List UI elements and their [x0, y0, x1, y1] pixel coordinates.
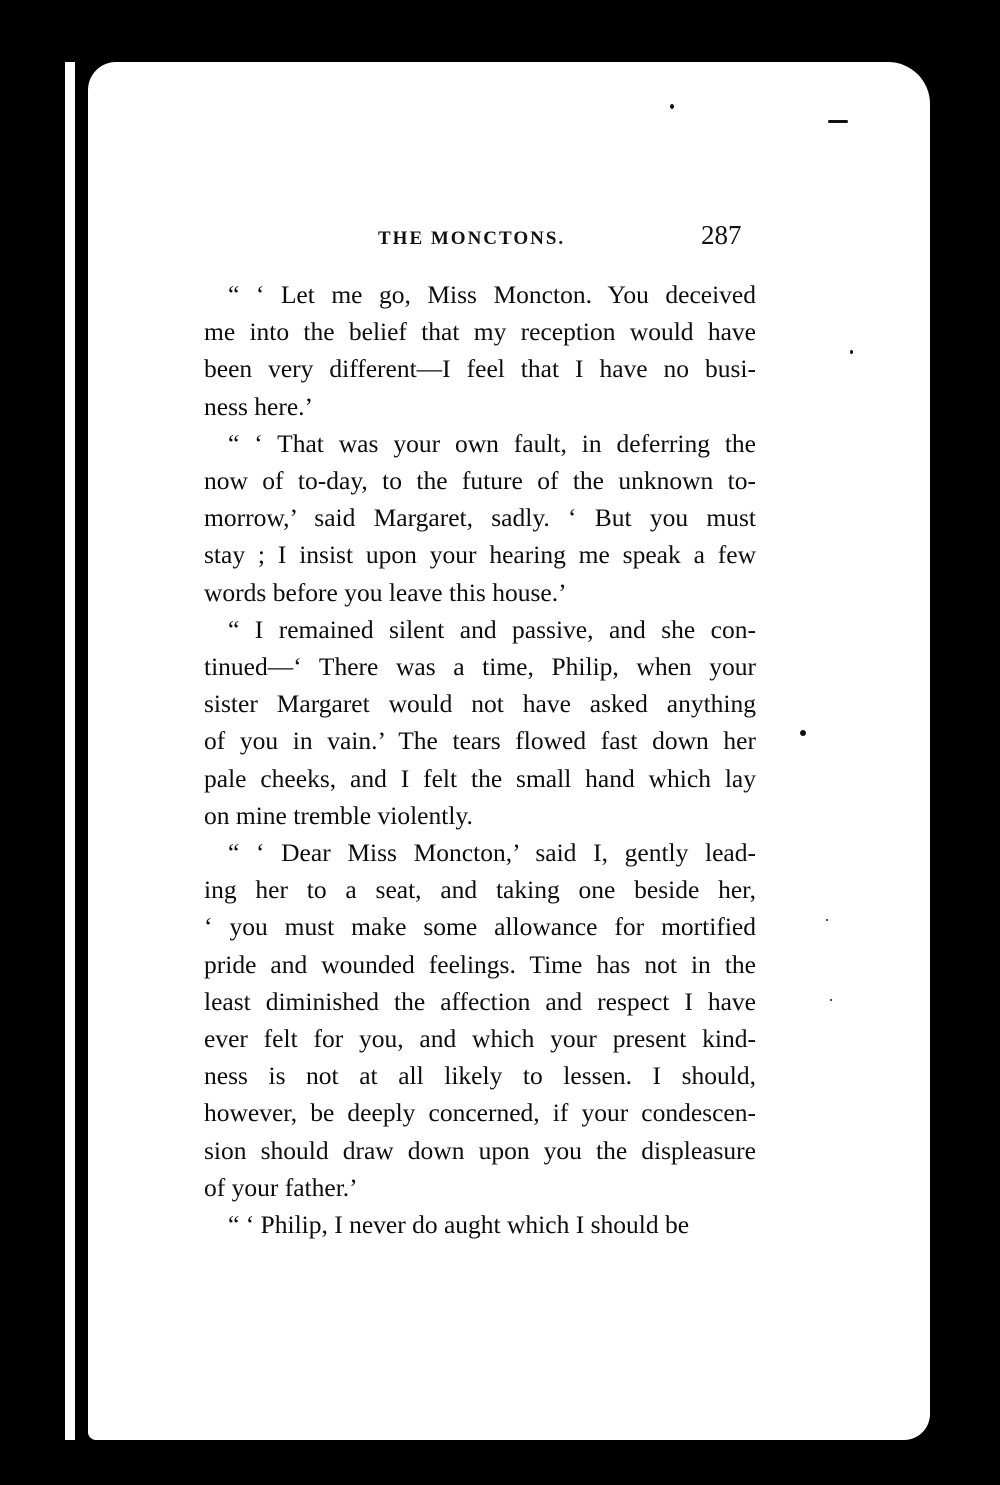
text-line: stay ; I insist upon your hearing me speak a few — [204, 540, 756, 570]
text-line: least diminished the affection and respect I have — [204, 986, 756, 1016]
page-gutter-strip — [65, 62, 75, 1440]
ink-speck — [828, 120, 848, 123]
text-line: ing her to a seat, and taking one beside her, — [204, 875, 756, 905]
text-line: “ ‘ Philip, I never do aught which I should be — [228, 1210, 690, 1240]
text-line: “ I remained silent and passive, and she con- — [228, 614, 756, 644]
running-head: THE MONCTONS. — [378, 228, 566, 249]
paragraph — [204, 276, 756, 425]
page-header — [0, 220, 1000, 260]
paragraph — [204, 611, 756, 834]
text-line: pride and wounded feelings. Time has not in the — [204, 949, 756, 979]
ink-speck — [850, 350, 853, 354]
ink-speck — [830, 999, 832, 1001]
text-line: tinued—‘ There was a time, Philip, when your — [204, 652, 756, 682]
text-line: “ ‘ Let me go, Miss Moncton. You deceived — [228, 280, 756, 309]
body-text — [204, 276, 756, 1243]
text-line: sister Margaret would not have asked anything — [204, 689, 756, 719]
text-line: however, be deeply concerned, if your condescen- — [204, 1098, 756, 1128]
text-line: on mine tremble violently. — [204, 800, 473, 830]
text-line: now of to-day, to the future of the unknown to- — [204, 466, 756, 496]
text-line: ‘ you must make some allowance for mortified — [204, 912, 756, 942]
paragraph — [204, 1206, 756, 1243]
text-line: pale cheeks, and I felt the small hand which lay — [204, 763, 756, 793]
ink-speck — [800, 730, 806, 736]
page-number: 287 — [701, 220, 742, 250]
text-line: been very different—I feel that I have no busi- — [204, 354, 756, 384]
text-line: morrow,’ said Margaret, sadly. ‘ But you must — [204, 503, 756, 533]
text-line: ness is not at all likely to lessen. I should, — [204, 1061, 756, 1091]
text-line: “ ‘ That was your own fault, in deferring the — [228, 428, 756, 458]
text-line: of you in vain.’ The tears flowed fast down her — [204, 726, 756, 756]
text-line: me into the belief that my reception would have — [204, 317, 756, 347]
paragraph — [204, 834, 756, 1206]
text-line: “ ‘ Dear Miss Moncton,’ said I, gently lead- — [228, 838, 756, 868]
text-line: ness here.’ — [204, 391, 314, 421]
text-line: of your father.’ — [204, 1172, 358, 1202]
text-line: ever felt for you, and which your present kind- — [204, 1024, 756, 1054]
ink-speck — [826, 919, 828, 921]
text-line: words before you leave this house.’ — [204, 577, 567, 607]
ink-speck — [670, 104, 674, 109]
text-line: sion should draw down upon you the displeasure — [204, 1135, 756, 1165]
paragraph — [204, 425, 756, 611]
